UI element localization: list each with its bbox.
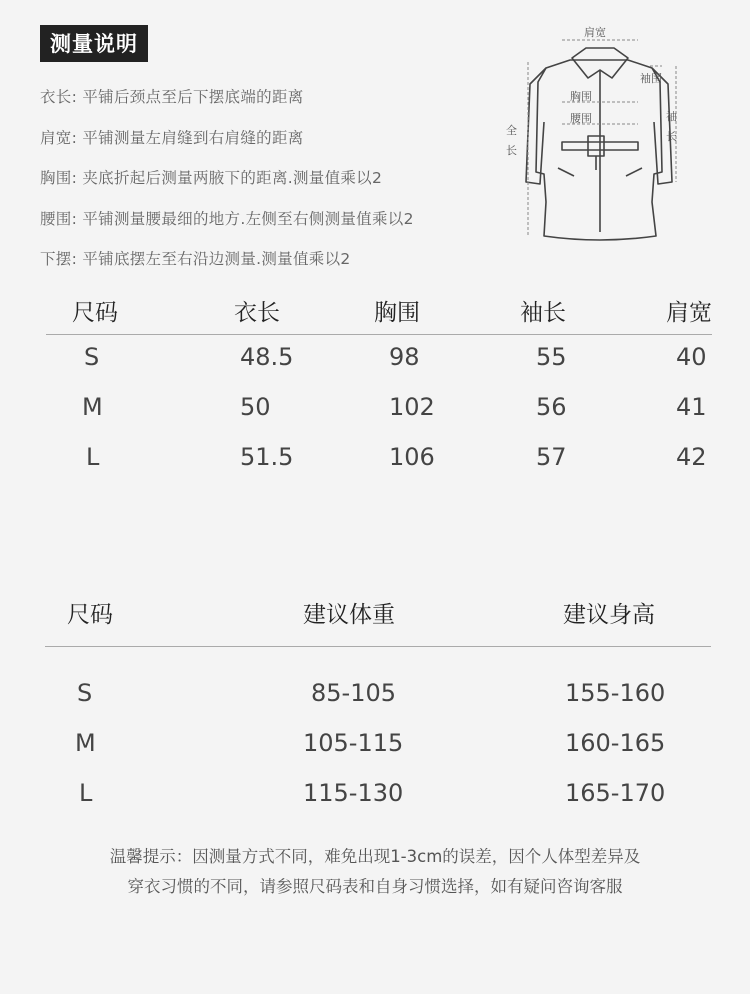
cell-chest: 106	[389, 443, 435, 471]
cell-size: S	[84, 343, 100, 371]
coat-icon	[500, 22, 700, 246]
diagram-label-waist: 腰围	[570, 112, 592, 125]
header-chest: 胸围	[374, 300, 420, 326]
cell-size: L	[79, 779, 93, 807]
note-length: 衣长: 平铺后颈点至后下摆底端的距离	[40, 88, 304, 106]
table-row	[46, 435, 712, 485]
tip-text	[0, 842, 750, 902]
diagram-label-length-2: 长	[506, 144, 517, 157]
diagram-label-cuff: 袖围	[640, 72, 662, 85]
diagram-label-chest: 胸围	[570, 90, 592, 103]
cell-weight: 85-105	[311, 679, 397, 707]
diagram-label-sleeve-1: 袖	[666, 110, 677, 123]
note-chest: 胸围: 夹底折起后测量两腋下的距离.测量值乘以2	[40, 169, 383, 187]
cell-size: S	[77, 679, 93, 707]
table-row	[46, 335, 712, 385]
coat-measurement-diagram	[500, 22, 700, 246]
header-size: 尺码	[67, 602, 113, 628]
note-hem: 下摆: 平铺底摆左至右沿边测量.测量值乘以2	[40, 250, 351, 268]
cell-length: 50	[240, 393, 271, 421]
tip-line-1: 温馨提示：因测量方式不同，难免出现1-3cm的误差，因个人体型差异及	[109, 847, 641, 866]
header-height: 建议身高	[563, 602, 655, 628]
table-row	[45, 721, 711, 771]
header-sleeve: 袖长	[520, 300, 566, 326]
cell-shoulder: 41	[676, 393, 707, 421]
cell-length: 48.5	[240, 343, 294, 371]
cell-sleeve: 57	[536, 443, 567, 471]
cell-height: 155-160	[565, 679, 666, 707]
cell-size: M	[82, 393, 103, 421]
diagram-label-shoulder: 肩宽	[584, 26, 606, 39]
cell-shoulder: 40	[676, 343, 707, 371]
note-shoulder: 肩宽: 平铺测量左肩缝到右肩缝的距离	[40, 128, 304, 147]
cell-shoulder: 42	[676, 443, 707, 471]
header-shoulder: 肩宽	[666, 300, 712, 326]
cell-sleeve: 56	[536, 393, 567, 421]
cell-weight: 105-115	[303, 729, 404, 757]
diagram-label-length-1: 全	[506, 124, 517, 137]
cell-length: 51.5	[240, 443, 294, 471]
fit-recommendation-table	[45, 590, 711, 821]
cell-chest: 98	[389, 343, 420, 371]
cell-height: 165-170	[565, 779, 666, 807]
table-row	[45, 671, 711, 721]
table-row	[45, 771, 711, 821]
header-size: 尺码	[72, 300, 118, 326]
size-table-header	[46, 290, 712, 335]
cell-size: M	[75, 729, 96, 757]
table-row	[46, 385, 712, 435]
cell-size: L	[86, 443, 100, 471]
cell-height: 160-165	[565, 729, 666, 757]
tip-line-2: 穿衣习惯的不同，请参照尺码表和自身习惯选择，如有疑问咨询客服	[127, 877, 623, 896]
cell-chest: 102	[389, 393, 435, 421]
note-waist: 腰围: 平铺测量腰最细的地方.左侧至右侧测量值乘以2	[40, 209, 414, 228]
fit-table-header	[45, 590, 711, 647]
cell-sleeve: 55	[536, 343, 567, 371]
size-table	[46, 290, 712, 485]
header-length: 衣长	[234, 300, 280, 326]
header-weight: 建议体重	[303, 602, 395, 628]
measurement-notes	[40, 86, 414, 289]
diagram-label-sleeve-2: 长	[666, 130, 677, 143]
cell-weight: 115-130	[303, 779, 404, 807]
section-title: 测量说明	[40, 25, 148, 62]
